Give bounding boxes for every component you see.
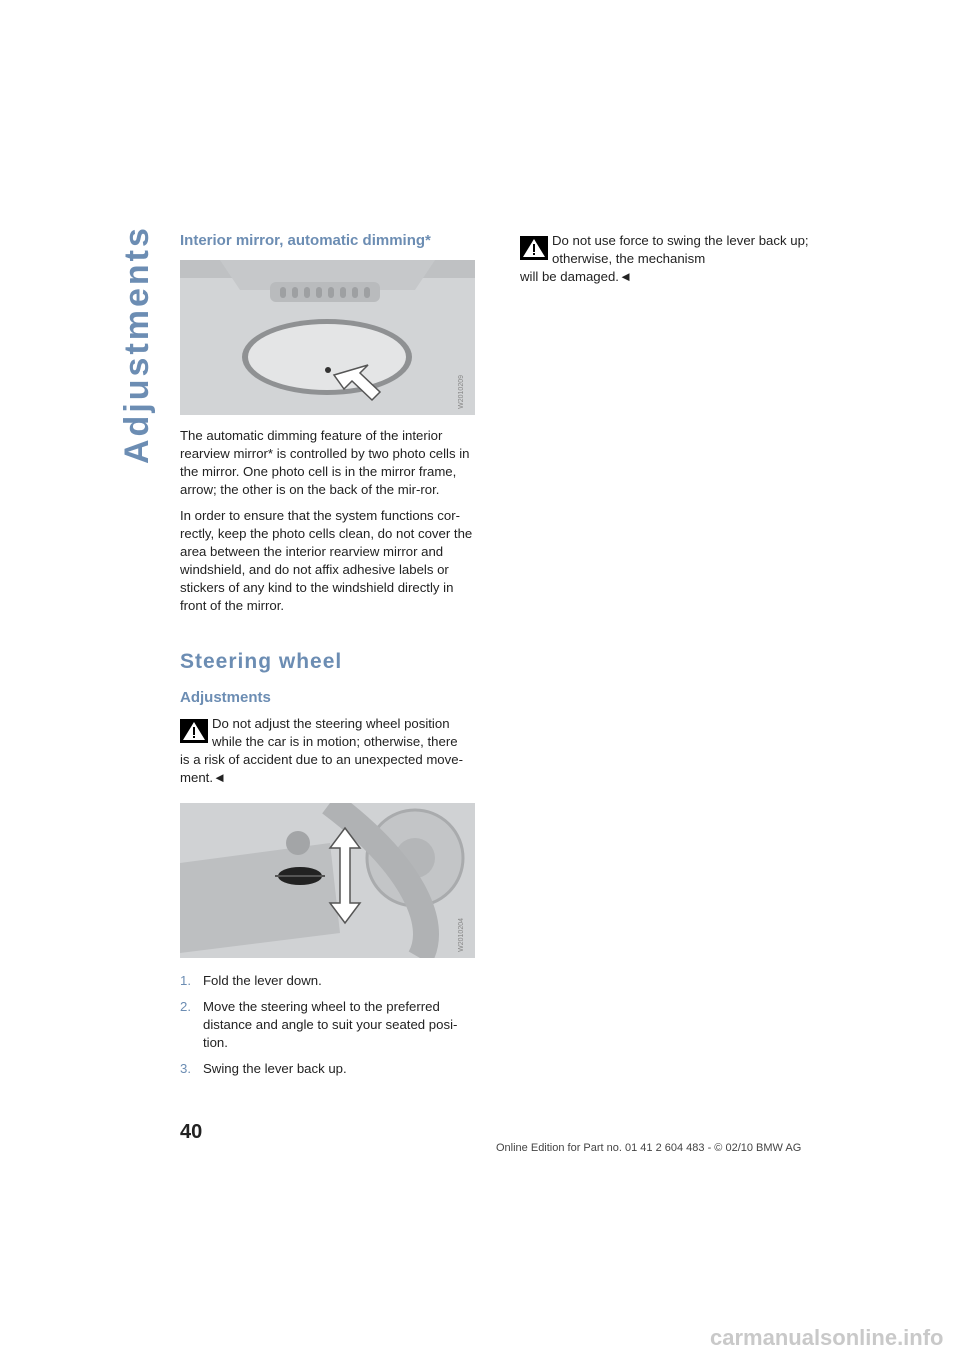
mirror-illustration: [180, 260, 475, 415]
list-item: 2. Move the steering wheel to the preferred distance and angle to suit your seated posi-tion.: [180, 999, 458, 1050]
watermark: carmanualsonline.info: [710, 1325, 944, 1350]
steering-warning: [180, 715, 476, 787]
right-column: [520, 232, 816, 286]
steering-figure: [180, 803, 475, 958]
lever-warning-first: Do not use force to swing the lever back up; otherwise, the mechanism: [552, 233, 809, 266]
steering-figure-code: W2010204: [458, 918, 465, 952]
steering-warning-first: Do not adjust the steering wheel position while the car is in motion; otherwise, there: [212, 716, 458, 749]
warning-icon: [180, 719, 208, 743]
left-column: [180, 232, 476, 1086]
steering-steps: [180, 972, 476, 1078]
list-item: 1. Fold the lever down.: [180, 973, 322, 988]
lever-warning: [520, 232, 816, 286]
mirror-figure: [180, 260, 475, 415]
steering-illustration: [180, 803, 475, 958]
steering-warning-rest: is a risk of accident due to an unexpected move-ment.◄: [180, 752, 463, 785]
warning-icon: [520, 236, 548, 260]
mirror-heading: Interior mirror, automatic dimming*: [180, 232, 431, 249]
list-item: 3. Swing the lever back up.: [180, 1061, 347, 1076]
lever-warning-rest: will be damaged.◄: [520, 269, 633, 284]
mirror-paragraph-1: The automatic dimming feature of the interior rearview mirror* is controlled by two photo cells in the mirror. One photo cell is in the mirror frame, arrow; the other is on the back of the mir-ror.: [180, 428, 470, 497]
mirror-figure-code: W2010209: [458, 375, 465, 409]
page-number: 40: [180, 1121, 203, 1143]
mirror-paragraph-2: In order to ensure that the system functions cor-rectly, keep the photo cells clean, do not cover the area between the interior rearview mirror and windshield, and do not affix adhesive labels or stickers of any kind to the windshield directly in front of the mirror.: [180, 508, 473, 613]
steering-heading: Steering wheel: [180, 650, 343, 673]
section-tab: Adjustments: [118, 225, 156, 464]
footer-text: Online Edition for Part no. 01 41 2 604 483 - © 02/10 BMW AG: [496, 1142, 802, 1154]
steering-subheading: Adjustments: [180, 689, 271, 706]
